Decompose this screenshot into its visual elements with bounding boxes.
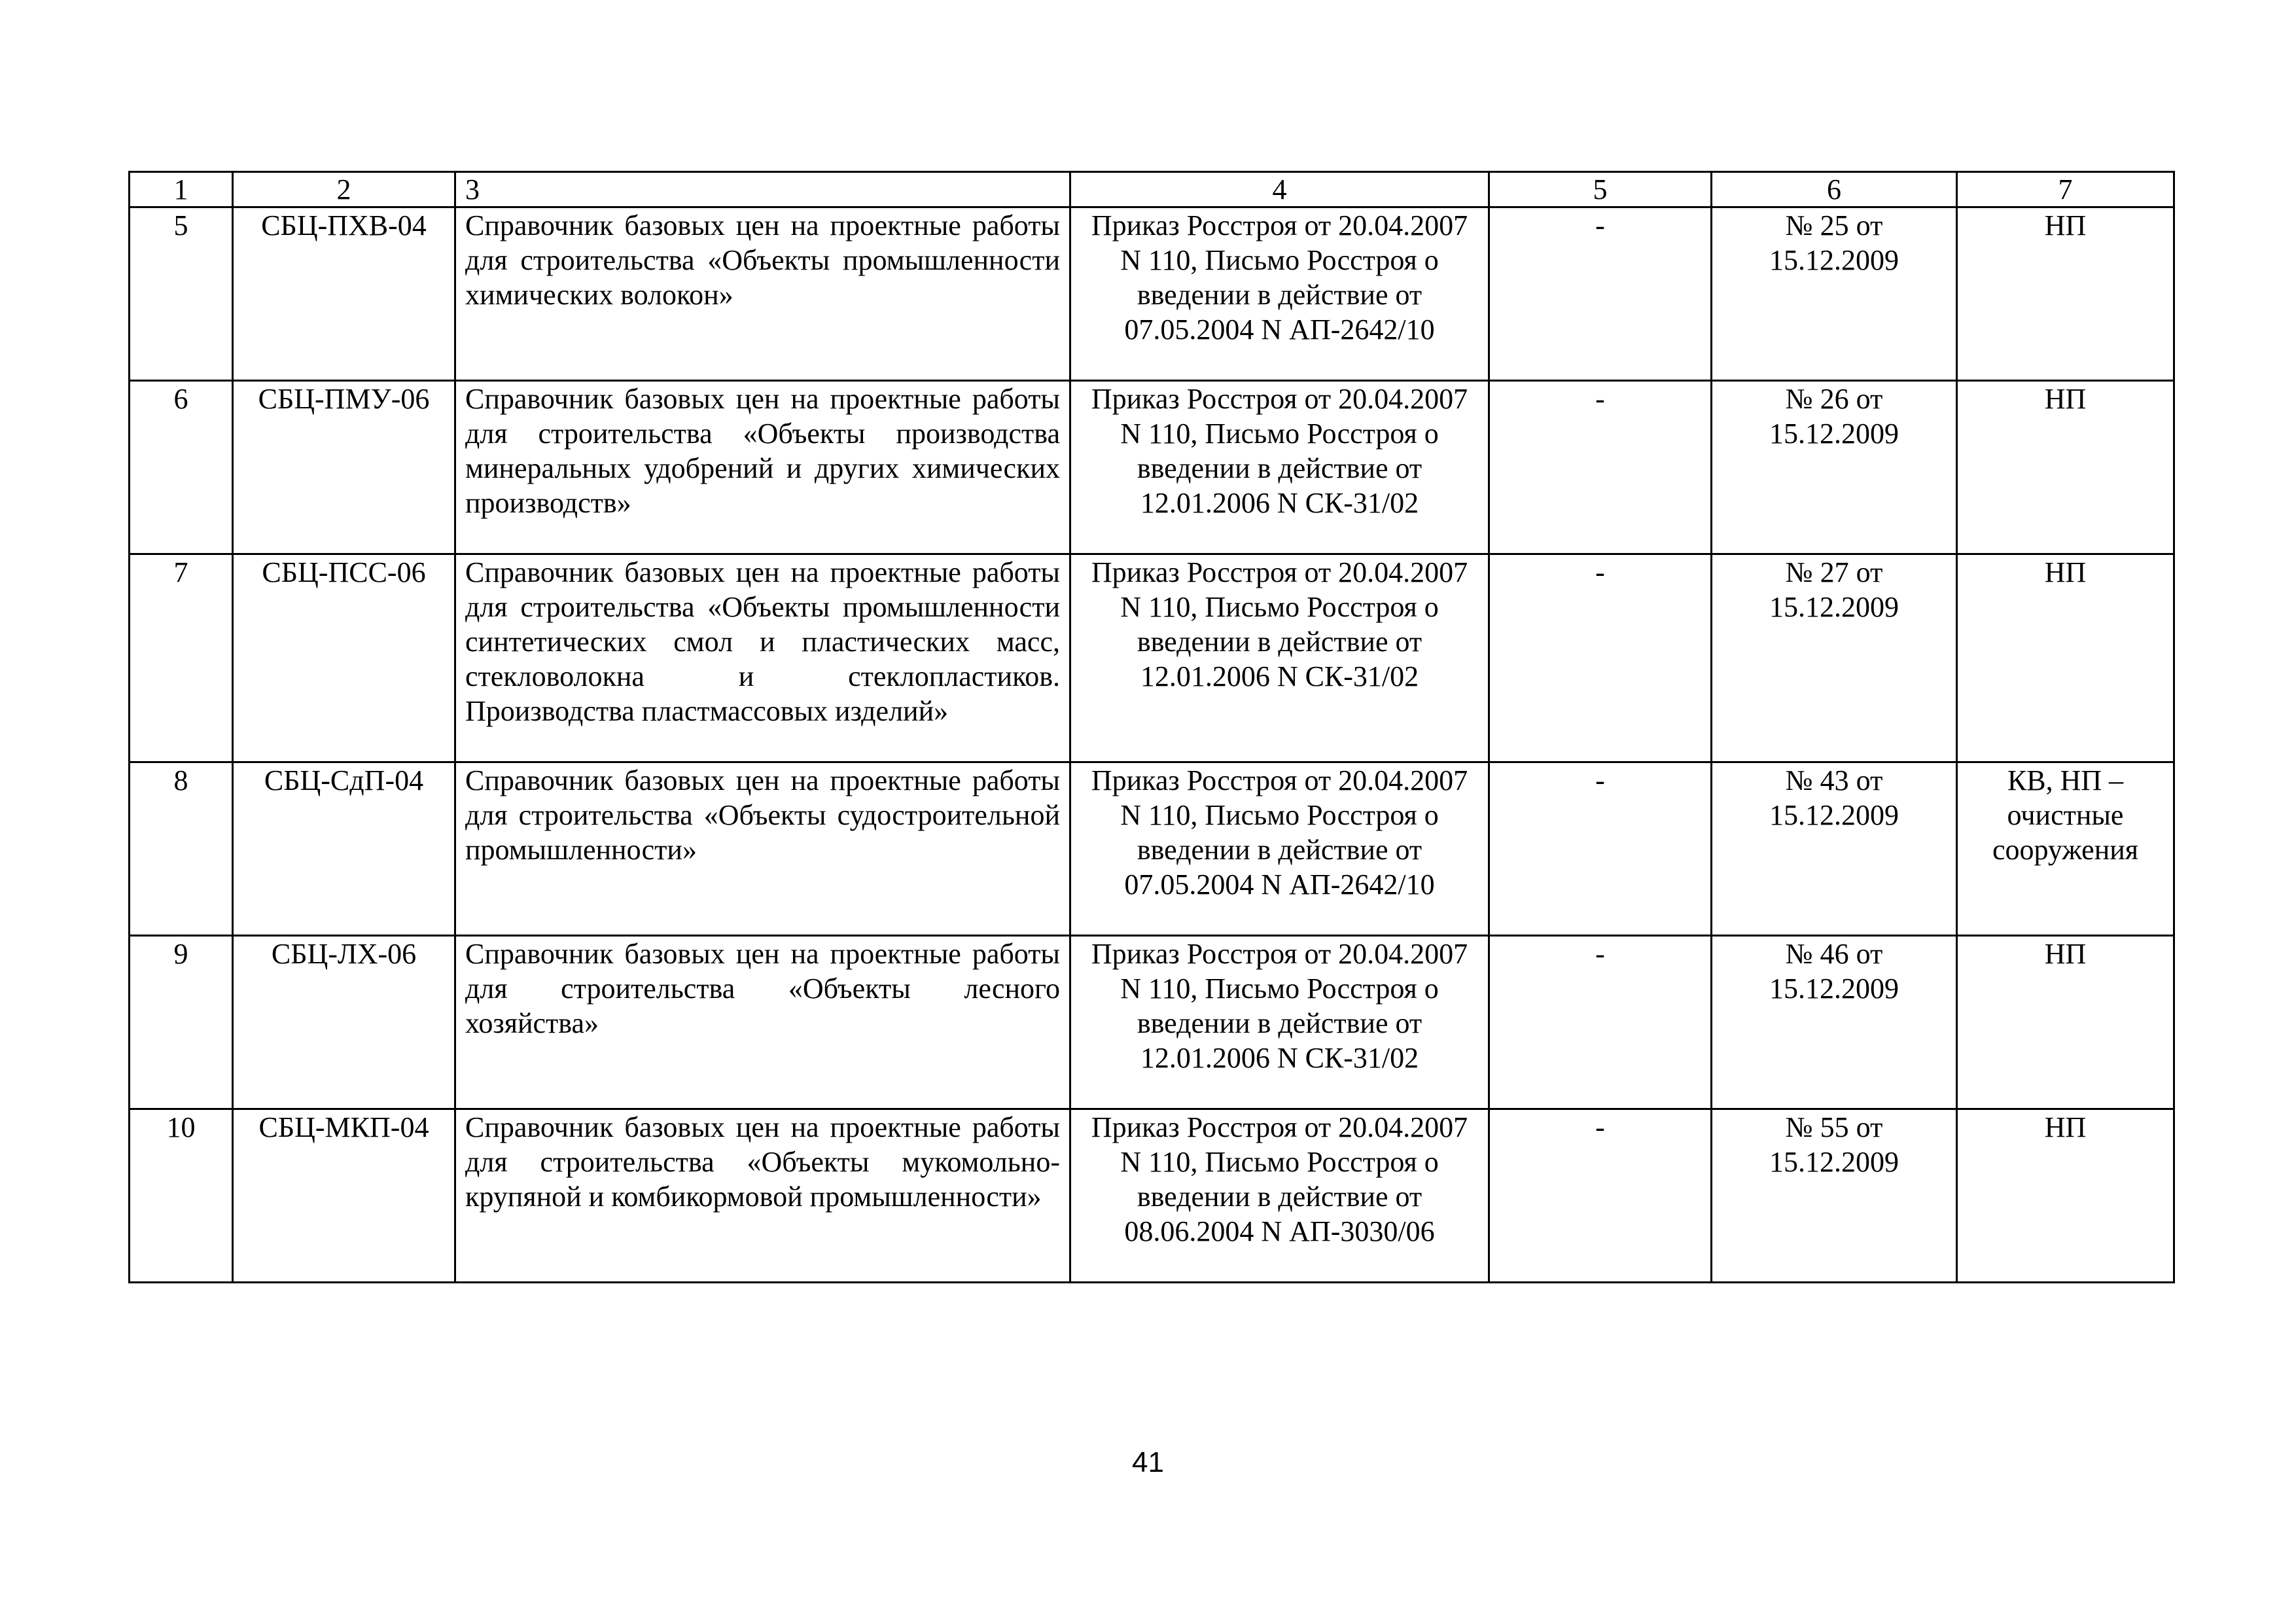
reference-table xyxy=(128,171,2175,1283)
table-row xyxy=(130,554,2174,762)
approval-document: Приказ Росстроя от 20.04.2007 N 110, Письмо Росстроя о введении в действие от 07.05.2004 N АП-2642/10 xyxy=(1070,207,1489,381)
header-cell-2: 2 xyxy=(233,172,455,207)
reference-code: СБЦ-ПМУ-06 xyxy=(233,381,455,554)
note-value: НП xyxy=(1957,381,2174,554)
column-5-value: - xyxy=(1489,554,1712,762)
order-reference: № 26 от 15.12.2009 xyxy=(1712,381,1957,554)
row-number: 8 xyxy=(130,762,233,936)
reference-title: Справочник базовых цен на проектные работы для строительства «Объекты судостроительной промышленности» xyxy=(455,762,1070,936)
row-number: 9 xyxy=(130,936,233,1109)
reference-title: Справочник базовых цен на проектные работы для строительства «Объекты производства минеральных удобрений и других химических производств» xyxy=(455,381,1070,554)
page-number: 41 xyxy=(1132,1446,1164,1478)
column-5-value: - xyxy=(1489,207,1712,381)
reference-code: СБЦ-ЛХ-06 xyxy=(233,936,455,1109)
column-5-value: - xyxy=(1489,762,1712,936)
row-number: 6 xyxy=(130,381,233,554)
column-5-value: - xyxy=(1489,381,1712,554)
note-value: КВ, НП – очистные сооружения xyxy=(1957,762,2174,936)
order-reference: № 46 от 15.12.2009 xyxy=(1712,936,1957,1109)
column-5-value: - xyxy=(1489,936,1712,1109)
column-5-value: - xyxy=(1489,1109,1712,1283)
header-cell-7: 7 xyxy=(1957,172,2174,207)
row-number: 5 xyxy=(130,207,233,381)
reference-title: Справочник базовых цен на проектные работы для строительства «Объекты мукомольно-крупяной и комбикормовой промышленности» xyxy=(455,1109,1070,1283)
reference-code: СБЦ-ПСС-06 xyxy=(233,554,455,762)
reference-title: Справочник базовых цен на проектные работы для строительства «Объекты промышленности химических волокон» xyxy=(455,207,1070,381)
column-number-row xyxy=(130,172,2174,207)
order-reference: № 25 от 15.12.2009 xyxy=(1712,207,1957,381)
note-value: НП xyxy=(1957,554,2174,762)
order-reference: № 27 от 15.12.2009 xyxy=(1712,554,1957,762)
reference-title: Справочник базовых цен на проектные работы для строительства «Объекты лесного хозяйства» xyxy=(455,936,1070,1109)
reference-code: СБЦ-СдП-04 xyxy=(233,762,455,936)
table-row xyxy=(130,936,2174,1109)
table-row xyxy=(130,1109,2174,1283)
header-cell-1: 1 xyxy=(130,172,233,207)
note-value: НП xyxy=(1957,936,2174,1109)
header-cell-3: 3 xyxy=(455,172,1070,207)
order-reference: № 55 от 15.12.2009 xyxy=(1712,1109,1957,1283)
reference-code: СБЦ-МКП-04 xyxy=(233,1109,455,1283)
header-cell-5: 5 xyxy=(1489,172,1712,207)
reference-title: Справочник базовых цен на проектные работы для строительства «Объекты промышленности синтетических смол и пластических масс, стекловолокна и стеклопластиков. Производства пластмассовых изделий» xyxy=(455,554,1070,762)
row-number: 10 xyxy=(130,1109,233,1283)
note-value: НП xyxy=(1957,1109,2174,1283)
approval-document: Приказ Росстроя от 20.04.2007 N 110, Письмо Росстроя о введении в действие от 07.05.2004 N АП-2642/10 xyxy=(1070,762,1489,936)
header-cell-4: 4 xyxy=(1070,172,1489,207)
approval-document: Приказ Росстроя от 20.04.2007 N 110, Письмо Росстроя о введении в действие от 12.01.2006 N СК-31/02 xyxy=(1070,554,1489,762)
table-row xyxy=(130,207,2174,381)
row-number: 7 xyxy=(130,554,233,762)
approval-document: Приказ Росстроя от 20.04.2007 N 110, Письмо Росстроя о введении в действие от 12.01.2006 N СК-31/02 xyxy=(1070,381,1489,554)
note-value: НП xyxy=(1957,207,2174,381)
approval-document: Приказ Росстроя от 20.04.2007 N 110, Письмо Росстроя о введении в действие от 12.01.2006 N СК-31/02 xyxy=(1070,936,1489,1109)
reference-code: СБЦ-ПХВ-04 xyxy=(233,207,455,381)
table-row xyxy=(130,762,2174,936)
order-reference: № 43 от 15.12.2009 xyxy=(1712,762,1957,936)
approval-document: Приказ Росстроя от 20.04.2007 N 110, Письмо Росстроя о введении в действие от 08.06.2004 N АП-3030/06 xyxy=(1070,1109,1489,1283)
header-cell-6: 6 xyxy=(1712,172,1957,207)
table-row xyxy=(130,381,2174,554)
